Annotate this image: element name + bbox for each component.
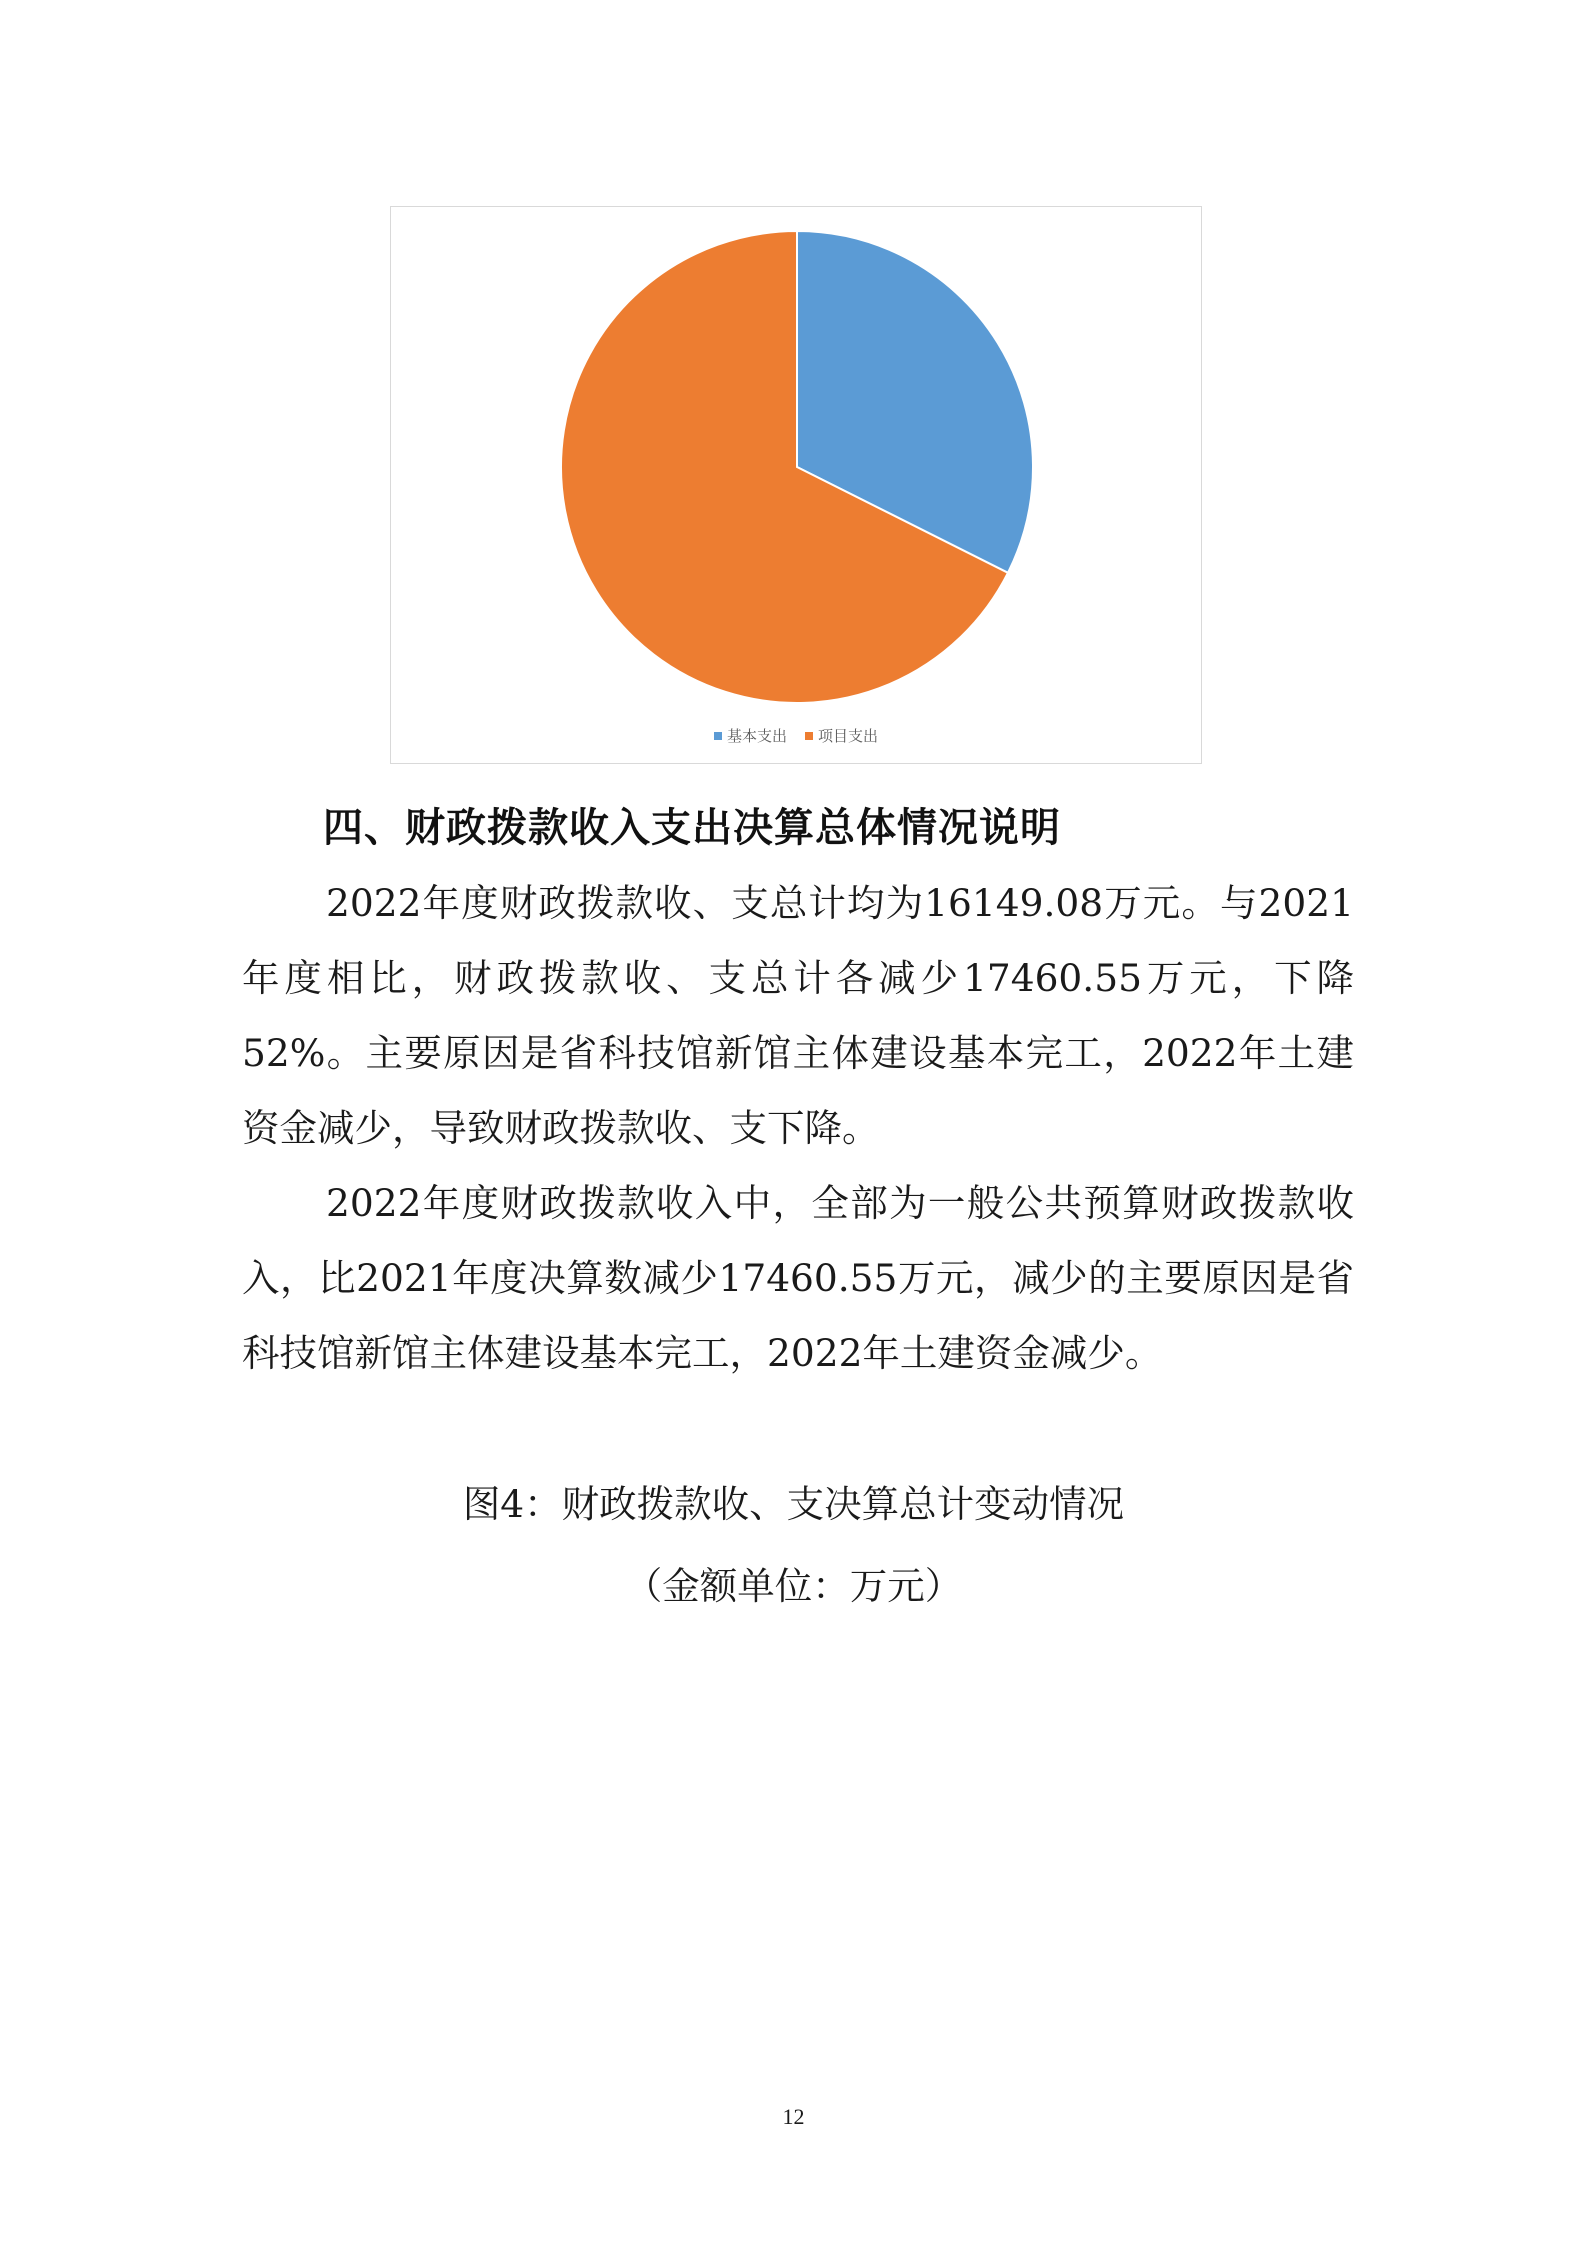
figure-caption: 图4：财政拨款收、支决算总计变动情况 [462, 1482, 1125, 1526]
page-number: 12 [782, 2104, 805, 2129]
pie-chart-svg [391, 207, 1203, 765]
legend-label-project: 项目支出 [818, 727, 879, 745]
legend-swatch-project [805, 732, 813, 740]
chart-legend [391, 725, 1201, 746]
section-heading: 四、财政拨款收入支出决算总体情况说明 [323, 805, 1061, 851]
pie-chart [390, 206, 1202, 764]
paragraph-income: 2022年度财政拨款收入中，全部为一般公共预算财政拨款收入，比2021年度决算数减少17460.55万元，减少的主要原因是省科技馆新馆主体建设基本完工，2022年土建资金减少。 [242, 1181, 1354, 1375]
legend-item-project [805, 725, 878, 746]
legend-swatch-basic [714, 732, 722, 740]
legend-item-basic [714, 725, 787, 746]
legend-label-basic: 基本支出 [726, 727, 787, 745]
unit-note: （金额单位：万元） [624, 1564, 963, 1608]
paragraph-total: 2022年度财政拨款收、支总计均为16149.08万元。与2021年度相比，财政拨款收、支总计各减少17460.55万元，下降52%。主要原因是省科技馆新馆主体建设基本完工，2022年土建资金减少，导致财政拨款收、支下降。 [242, 881, 1354, 1150]
